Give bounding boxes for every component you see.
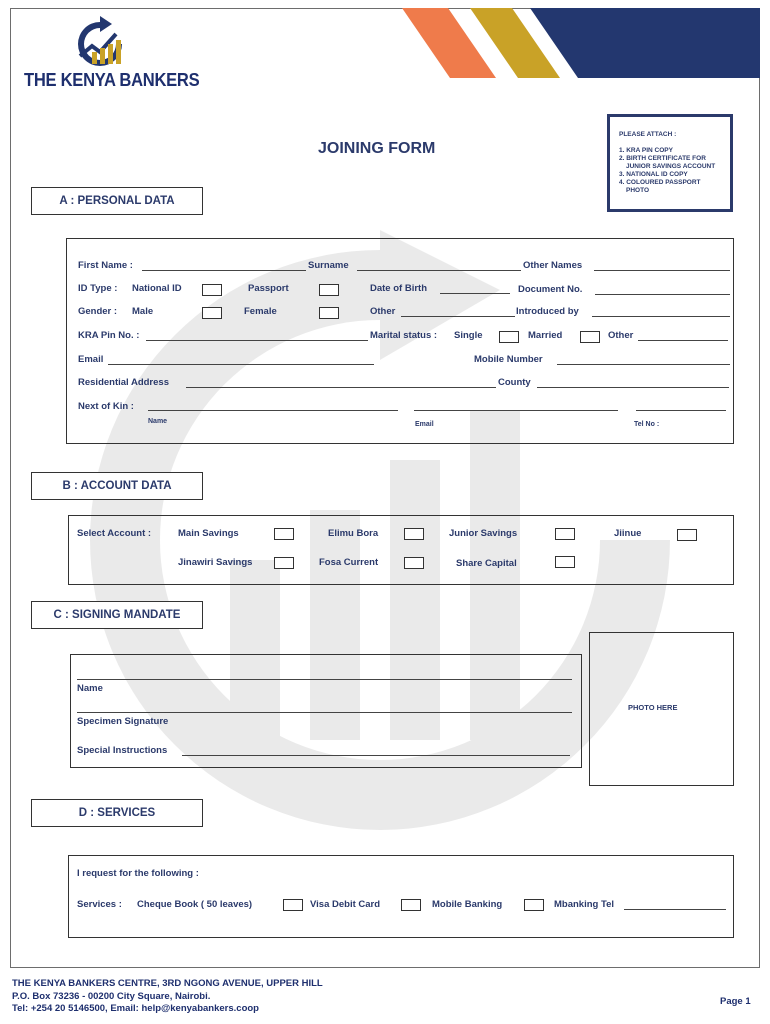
next-of-kin-label: Next of Kin : bbox=[78, 401, 134, 412]
section-c-header: C : SIGNING MANDATE bbox=[31, 601, 203, 629]
nok-tel-caption: Tel No : bbox=[634, 421, 660, 428]
national-id-label: National ID bbox=[132, 283, 182, 294]
visa-checkbox[interactable] bbox=[401, 899, 421, 911]
married-label: Married bbox=[528, 330, 563, 341]
brand-name: THE KENYA BANKERS bbox=[24, 70, 200, 90]
county-field[interactable] bbox=[537, 387, 729, 388]
attach-item: 1. KRA PIN COPY bbox=[619, 147, 673, 154]
footer-line: P.O. Box 73236 - 00200 City Square, Nairobi. bbox=[12, 990, 211, 1002]
main-savings-checkbox[interactable] bbox=[274, 528, 294, 540]
id-type-label: ID Type : bbox=[78, 283, 118, 294]
jinawiri-checkbox[interactable] bbox=[274, 557, 294, 569]
jinawiri-label: Jinawiri Savings bbox=[178, 557, 253, 568]
elimu-bora-label: Elimu Bora bbox=[328, 528, 379, 539]
introduced-by-label: Introduced by bbox=[516, 306, 579, 317]
male-label: Male bbox=[132, 306, 154, 317]
form-title: JOINING FORM bbox=[318, 140, 436, 157]
section-d-header: D : SERVICES bbox=[31, 799, 203, 827]
fosa-label: Fosa Current bbox=[319, 557, 379, 568]
document-no-field[interactable] bbox=[595, 294, 730, 295]
nok-email-caption: Email bbox=[415, 421, 434, 428]
instructions-label: Special Instructions bbox=[77, 745, 168, 756]
junior-savings-checkbox[interactable] bbox=[555, 528, 575, 540]
document-no-label: Document No. bbox=[518, 284, 583, 295]
attach-item: PHOTO bbox=[626, 187, 649, 194]
residential-field[interactable] bbox=[186, 387, 496, 388]
email-label: Email bbox=[78, 354, 104, 365]
select-account-label: Select Account : bbox=[77, 528, 152, 539]
county-label: County bbox=[498, 377, 531, 388]
passport-label: Passport bbox=[248, 283, 289, 294]
single-checkbox[interactable] bbox=[499, 331, 519, 343]
attach-heading: PLEASE ATTACH : bbox=[619, 131, 677, 138]
married-checkbox[interactable] bbox=[580, 331, 600, 343]
marital-other-field[interactable] bbox=[638, 340, 728, 341]
female-label: Female bbox=[244, 306, 277, 317]
national-id-checkbox[interactable] bbox=[202, 284, 222, 296]
instructions-field[interactable] bbox=[182, 755, 570, 756]
cheque-book-checkbox[interactable] bbox=[283, 899, 303, 911]
gender-other-label: Other bbox=[370, 306, 396, 317]
other-names-field[interactable] bbox=[594, 270, 730, 271]
header-banner bbox=[400, 8, 760, 78]
footer-line: Tel: +254 20 5146500, Email: help@kenyabankers.coop bbox=[12, 1003, 259, 1014]
email-field[interactable] bbox=[108, 364, 374, 365]
personal-data-box bbox=[66, 238, 734, 444]
page-number: Page 1 bbox=[720, 996, 751, 1007]
attach-item: JUNIOR SAVINGS ACCOUNT bbox=[626, 163, 716, 170]
attach-item: 4. COLOURED PASSPORT bbox=[619, 179, 701, 186]
share-capital-label: Share Capital bbox=[456, 558, 517, 569]
attach-item: 2. BIRTH CERTIFICATE FOR bbox=[619, 155, 706, 162]
section-b-header: B : ACCOUNT DATA bbox=[31, 472, 203, 500]
dob-field[interactable] bbox=[440, 293, 510, 294]
cheque-book-label: Cheque Book ( 50 leaves) bbox=[137, 899, 253, 910]
kra-pin-field[interactable] bbox=[146, 340, 368, 341]
surname-label: Surname bbox=[308, 260, 349, 271]
mbanking-tel-label: Mbanking Tel bbox=[554, 899, 614, 910]
gender-other-field[interactable] bbox=[401, 316, 515, 317]
jiinue-checkbox[interactable] bbox=[677, 529, 697, 541]
photo-label: PHOTO HERE bbox=[628, 703, 678, 712]
nok-name-field[interactable] bbox=[148, 410, 398, 411]
female-checkbox[interactable] bbox=[319, 307, 339, 319]
residential-label: Residential Address bbox=[78, 377, 169, 388]
services-label: Services : bbox=[77, 899, 122, 910]
request-label: I request for the following : bbox=[77, 868, 199, 879]
attach-item: 3. NATIONAL ID COPY bbox=[619, 171, 688, 178]
mobile-label: Mobile Number bbox=[474, 354, 543, 365]
kra-pin-label: KRA Pin No. : bbox=[78, 330, 140, 341]
mobile-field[interactable] bbox=[557, 364, 730, 365]
other-names-label: Other Names bbox=[523, 260, 583, 271]
male-checkbox[interactable] bbox=[202, 307, 222, 319]
nok-email-field[interactable] bbox=[414, 410, 618, 411]
mobile-banking-label: Mobile Banking bbox=[432, 899, 503, 910]
fosa-checkbox[interactable] bbox=[404, 557, 424, 569]
mobile-banking-checkbox[interactable] bbox=[524, 899, 544, 911]
single-label: Single bbox=[454, 330, 483, 341]
marital-other-label: Other bbox=[608, 330, 634, 341]
first-name-label: First Name : bbox=[78, 260, 133, 271]
footer-address bbox=[12, 978, 323, 1016]
introduced-by-field[interactable] bbox=[592, 316, 730, 317]
visa-label: Visa Debit Card bbox=[310, 899, 381, 910]
gender-label: Gender : bbox=[78, 306, 118, 317]
junior-savings-label: Junior Savings bbox=[449, 528, 518, 539]
jiinue-label: Jiinue bbox=[614, 528, 642, 539]
mbanking-tel-field[interactable] bbox=[624, 909, 726, 910]
dob-label: Date of Birth bbox=[370, 283, 427, 294]
footer-line: THE KENYA BANKERS CENTRE, 3RD NGONG AVENUE, UPPER HILL bbox=[12, 978, 323, 989]
account-data-box bbox=[68, 515, 734, 585]
signature-field[interactable] bbox=[77, 712, 572, 713]
elimu-bora-checkbox[interactable] bbox=[404, 528, 424, 540]
mandate-name-field[interactable] bbox=[77, 679, 572, 680]
share-capital-checkbox[interactable] bbox=[555, 556, 575, 568]
passport-checkbox[interactable] bbox=[319, 284, 339, 296]
mandate-name-label: Name bbox=[77, 683, 103, 694]
first-name-field[interactable] bbox=[142, 270, 306, 271]
section-a-header: A : PERSONAL DATA bbox=[31, 187, 203, 215]
marital-status-label: Marital status : bbox=[370, 330, 438, 341]
signature-label: Specimen Signature bbox=[77, 716, 169, 727]
nok-name-caption: Name bbox=[148, 418, 168, 425]
nok-tel-field[interactable] bbox=[636, 410, 726, 411]
attach-box bbox=[607, 114, 733, 212]
main-savings-label: Main Savings bbox=[178, 528, 239, 539]
brand-logo-icon bbox=[70, 16, 130, 70]
surname-field[interactable] bbox=[357, 270, 521, 271]
